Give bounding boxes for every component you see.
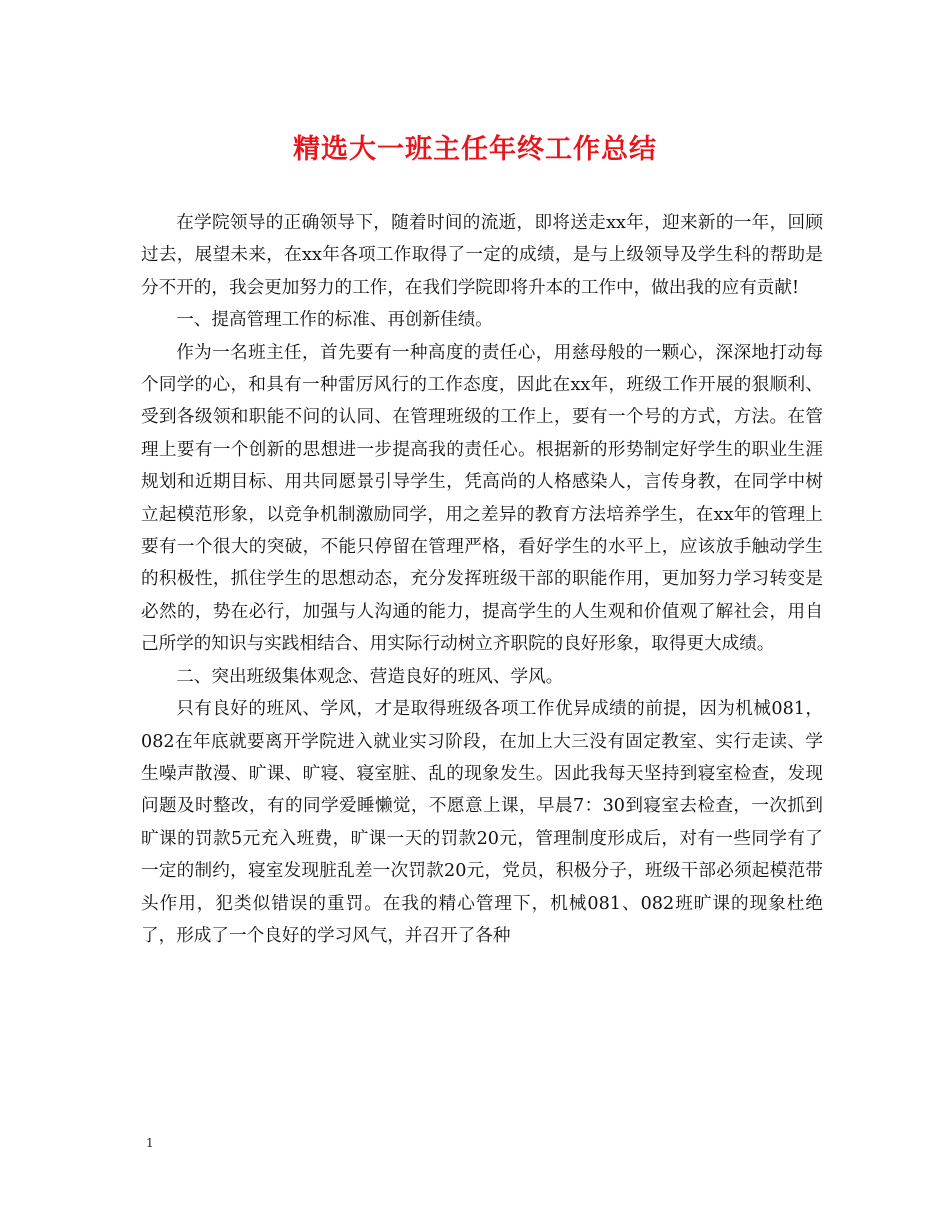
section-heading-1: 一、提高管理工作的标准、再创新佳绩。: [176, 310, 493, 331]
section-2-paragraph: 只有良好的班风、学风，才是取得班级各项工作优异成绩的前提，因为机械081，082在年底就要离开学院进入就业实习阶段，在加上大三没有固定教室、实行走读、学生噪声散漫、旷课、旷寝、寝室脏、乱的现象发生。因此我每天坚持到寝室检查，发现问题及时整改，有的同学爱睡懒觉，不愿意上课，早晨7：30到寝室去检查，一次抓到旷课的罚款5元充入班费，旷课一天的罚款20元，管理制度形成后，对有一些同学有了一定的制约，寝室发现脏乱差一次罚款20元，党员，积极分子，班级干部必须起模范带头作用，犯类似错误的重罚。在我的精心管理下，机械081、082班旷课的现象杜绝了，形成了一个良好的学习风气，并召开了各种: [141, 699, 823, 946]
intro-paragraph: 在学院领导的正确领导下，随着时间的流逝，即将送走xx年，迎来新的一年，回顾过去，展望未来，在xx年各项工作取得了一定的成绩，是与上级领导及学生科的帮助是分不开的，我会更加努力的工作，在我们学院即将升本的工作中，做出我的应有贡献!: [141, 213, 823, 298]
page-number: 1: [146, 1136, 154, 1150]
document-body: [141, 207, 823, 952]
document-title: 精选大一班主任年终工作总结: [293, 134, 657, 165]
section-heading-2: 二、突出班级集体观念、营造良好的班风、学风。: [176, 666, 564, 687]
section-1-paragraph: 作为一名班主任，首先要有一种高度的责任心，用慈母般的一颗心，深深地打动每个同学的心，和具有一种雷厉风行的工作态度，因此在xx年，班级工作开展的狠顺利、受到各级领和职能不问的认同、在管理班级的工作上，要有一个号的方式，方法。在管理上要有一个创新的思想进一步提高我的责任心。根据新的形势制定好学生的职业生涯规划和近期目标、用共同愿景引导学生，凭高尚的人格感染人，言传身教，在同学中树立起模范形象，以竞争机制激励同学，用之差异的教育方法培养学生，在xx年的管理上要有一个很大的突破，不能只停留在管理严格，看好学生的水平上，应该放手触动学生的积极性，抓住学生的思想动态，充分发挥班级干部的职能作用，更加努力学习转变是必然的，势在必行，加强与人沟通的能力，提高学生的人生观和价值观了解社会，用自己所学的知识与实践相结合、用实际行动树立齐职院的良好形象，取得更大成绩。: [141, 342, 823, 655]
